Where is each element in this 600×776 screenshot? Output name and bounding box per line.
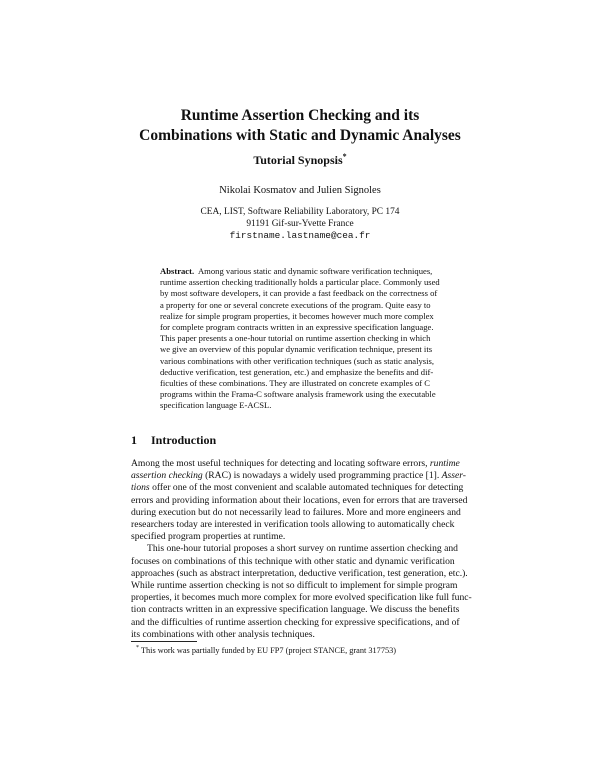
body-line: researchers today are interested in verification tools allowing to automatically check xyxy=(131,519,455,531)
author-affiliation xyxy=(100,207,500,242)
paper-title xyxy=(100,106,500,146)
title-line-2: Combinations with Static and Dynamic Analyses xyxy=(139,127,461,144)
body-line: tions offer one of the most convenient and scalable automated techniques for detecting xyxy=(131,482,464,494)
abstract-block xyxy=(160,266,445,412)
abstract-line: by most software developers, it can provide a fast feedback on the correctness of xyxy=(160,288,438,299)
abstract-line: deductive verification, test generation, etc.) and emphasize the benefits and dif- xyxy=(160,366,434,377)
footnote-rule xyxy=(131,641,197,642)
body-line: approaches (such as abstract interpretation, deductive verification, test generation, etc.). xyxy=(131,567,468,579)
paper-subtitle xyxy=(100,149,500,168)
abstract-line: realize for simple program properties, it becomes however much more complex xyxy=(160,310,434,321)
body-line: While runtime assertion checking is not so difficult to implement for simple program xyxy=(131,580,458,592)
author-email: firstname.lastname@cea.fr xyxy=(229,230,371,241)
body-line: This one-hour tutorial proposes a short survey on runtime assertion checking and xyxy=(147,543,458,555)
footnote-text: This work was partially funded by EU FP7 (project STANCE, grant 317753) xyxy=(139,645,397,655)
abstract-line: programs within the Frama-C software analysis framework using the executable xyxy=(160,389,436,400)
abstract-line: Abstract. Among various static and dynamic software verification techniques, xyxy=(160,266,433,276)
title-line-1: Runtime Assertion Checking and its xyxy=(180,107,420,124)
abstract-line: for complete program contracts written in an expressive specification language. xyxy=(160,322,434,333)
abstract-label: Abstract. xyxy=(160,266,195,276)
body-line: its combinations with other analysis techniques. xyxy=(131,628,315,640)
section-title: Introduction xyxy=(151,433,217,447)
section-number: 1 xyxy=(131,433,137,447)
abstract-line: a property for one or several concrete executions of the program. Quite easy to xyxy=(160,299,431,310)
introduction-body xyxy=(131,458,470,641)
body-line: during execution but do not necessarily lead to failures. More and more engineers and xyxy=(131,506,461,518)
body-line: errors and providing information about their locations, even for errors that are traversed xyxy=(131,494,468,506)
paper-authors: Nikolai Kosmatov and Julien Signoles xyxy=(219,185,381,196)
body-line: focuses on combinations of this technique with other static and dynamic verification xyxy=(131,555,455,567)
abstract-line: various combinations with other verification techniques (such as static analysis, xyxy=(160,355,434,366)
footnote xyxy=(136,643,396,656)
abstract-line: we give an overview of this popular dynamic verification technique, present its xyxy=(160,344,433,355)
body-line: and the difficulties of runtime assertion checking for expressive specifications, and of xyxy=(131,616,460,628)
affiliation-line-2: 91191 Gif-sur-Yvette France xyxy=(246,218,354,229)
subtitle-footnote-mark: * xyxy=(342,152,347,161)
body-line: properties, it becomes much more complex for more evolved specification like full func- xyxy=(131,592,472,604)
abstract-line: This paper presents a one-hour tutorial on runtime assertion checking in which xyxy=(160,333,431,344)
abstract-line: specification language E-ACSL. xyxy=(160,400,272,411)
body-line: specified program properties at runtime. xyxy=(131,531,286,543)
affiliation-line-1: CEA, LIST, Software Reliability Laboratory, PC 174 xyxy=(200,207,400,217)
body-line: tion contracts written in an expressive specification language. We discuss the benefits xyxy=(131,604,460,616)
body-line: Among the most useful techniques for detecting and locating software errors, runtime xyxy=(131,458,460,469)
section-heading xyxy=(131,432,216,448)
subtitle-text: Tutorial Synopsis xyxy=(253,153,343,167)
abstract-line: ficulties of these combinations. They are illustrated on concrete examples of C xyxy=(160,378,430,389)
body-line: assertion checking (RAC) is nowadays a widely used programming practice [1]. Asser- xyxy=(131,470,466,482)
footnote-mark: * xyxy=(136,645,139,651)
abstract-line: runtime assertion checking traditionally holds a particular place. Commonly used xyxy=(160,277,440,288)
